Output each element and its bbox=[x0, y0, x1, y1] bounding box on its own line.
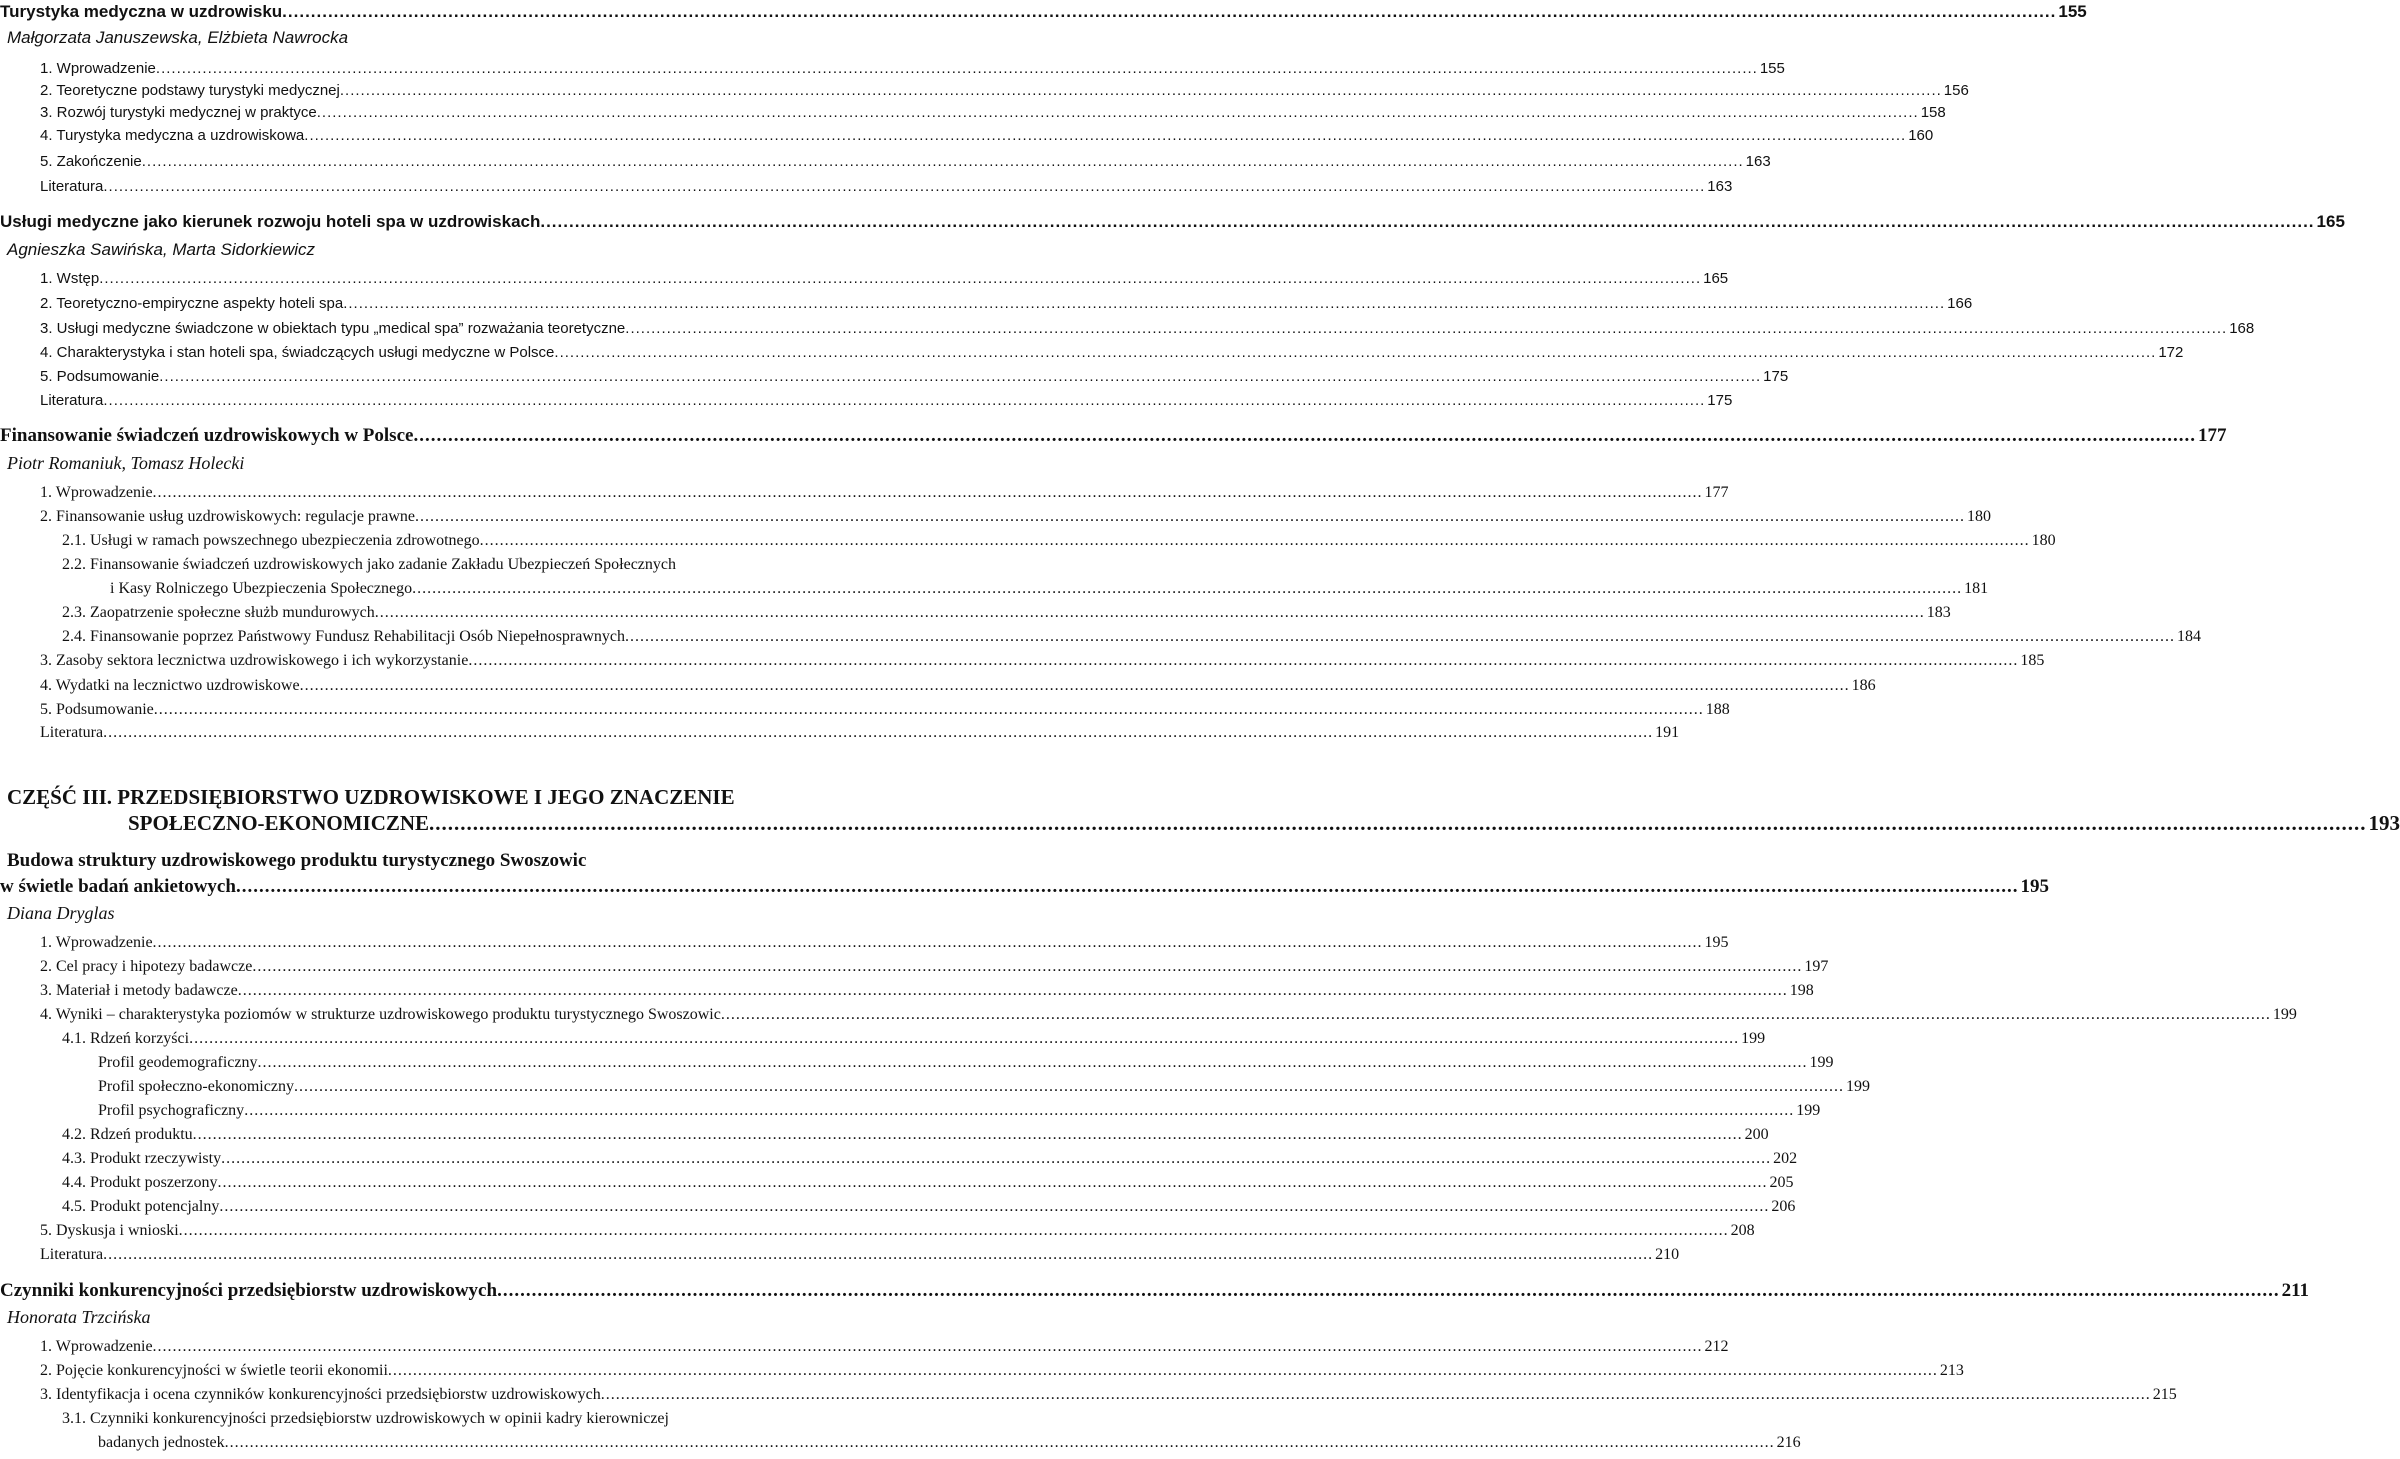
leader-dots bbox=[154, 701, 1704, 719]
entry-label: 5. Podsumowanie bbox=[40, 368, 160, 385]
entry-label-line2: badanych jednostek bbox=[98, 1434, 225, 1451]
page-number: 155 bbox=[1759, 60, 1785, 77]
page-number: 172 bbox=[2158, 344, 2184, 361]
toc-section-title[interactable] bbox=[0, 425, 2227, 447]
page-number: 185 bbox=[2020, 652, 2045, 669]
page-number: 195 bbox=[1704, 934, 1729, 951]
leader-dots bbox=[244, 1102, 1794, 1120]
section-authors: Małgorzata Januszewska, Elżbieta Nawrocka bbox=[7, 28, 349, 47]
entry-label-line2: i Kasy Rolniczego Ubezpieczenia Społecznego bbox=[110, 580, 413, 597]
entry-label: 4.3. Produkt rzeczywisty bbox=[62, 1150, 222, 1167]
leader-dots bbox=[540, 212, 2314, 232]
page-number: 215 bbox=[2152, 1386, 2177, 1403]
leader-dots bbox=[282, 2, 2056, 22]
page-number: 188 bbox=[1705, 701, 1730, 718]
toc-entry[interactable] bbox=[0, 60, 1785, 77]
entry-label: Literatura bbox=[40, 178, 104, 195]
section-title-line1[interactable]: Budowa struktury uzdrowiskowego produktu turystycznego Swoszowic bbox=[7, 850, 587, 871]
toc-entry[interactable] bbox=[0, 104, 1946, 121]
page-number: 216 bbox=[1776, 1434, 1801, 1451]
leader-dots bbox=[238, 982, 1788, 1000]
page-number: 163 bbox=[1707, 178, 1733, 195]
entry-label: 1. Wprowadzenie bbox=[40, 60, 156, 77]
toc-entry[interactable] bbox=[0, 1078, 1870, 1096]
toc-entry[interactable] bbox=[0, 1126, 1769, 1144]
entry-label: 4. Charakterystyka i stan hoteli spa, świadczących usługi medyczne w Polsce bbox=[40, 344, 555, 361]
page-number: 191 bbox=[1655, 724, 1680, 741]
leader-dots bbox=[601, 1386, 2151, 1404]
page-number: 156 bbox=[1943, 82, 1969, 99]
page-number: 208 bbox=[1730, 1222, 1755, 1239]
leader-dots bbox=[625, 320, 2227, 337]
page-number: 199 bbox=[1809, 1054, 1834, 1071]
page-number: 212 bbox=[1704, 1338, 1729, 1355]
leader-dots bbox=[258, 1054, 1808, 1072]
leader-dots bbox=[225, 1434, 1775, 1452]
toc-entry[interactable] bbox=[0, 1198, 1796, 1216]
toc-entry[interactable] bbox=[0, 1246, 1680, 1264]
leader-dots bbox=[497, 1280, 2280, 1302]
toc-entry[interactable] bbox=[0, 532, 2056, 550]
entry-label: 4.4. Produkt poszerzony bbox=[62, 1174, 218, 1191]
leader-dots bbox=[343, 295, 1945, 312]
entry-label-line1[interactable]: 3.1. Czynniki konkurencyjności przedsiębiorstw uzdrowiskowych w opinii kadry kierowniczej bbox=[62, 1410, 669, 1427]
leader-dots bbox=[554, 344, 2156, 361]
leader-dots bbox=[99, 270, 1701, 287]
page-number: 180 bbox=[1967, 508, 1992, 525]
entry-label: Literatura bbox=[40, 1246, 104, 1263]
section-authors: Agnieszka Sawińska, Marta Sidorkiewicz bbox=[7, 240, 316, 259]
toc-entry[interactable] bbox=[0, 484, 1729, 502]
entry-label: 5. Zakończenie bbox=[40, 153, 142, 170]
entry-label: Profil psychograficzny bbox=[98, 1102, 245, 1119]
page-number: 168 bbox=[2229, 320, 2255, 337]
section-authors: Diana Dryglas bbox=[7, 903, 115, 923]
section-authors: Piotr Romaniuk, Tomasz Holecki bbox=[7, 453, 245, 473]
leader-dots bbox=[300, 677, 1850, 695]
toc-entry[interactable] bbox=[0, 652, 2045, 670]
leader-dots bbox=[375, 604, 1925, 622]
page-number: 175 bbox=[1707, 392, 1733, 409]
toc-entry[interactable] bbox=[0, 1362, 1964, 1380]
toc-entry[interactable] bbox=[0, 508, 1992, 526]
page-number: 195 bbox=[2020, 876, 2049, 897]
leader-dots bbox=[103, 392, 1705, 409]
toc-entry[interactable] bbox=[0, 934, 1729, 952]
leader-dots bbox=[156, 60, 1758, 77]
toc-entry[interactable] bbox=[0, 178, 1733, 195]
entry-label: 1. Wprowadzenie bbox=[40, 934, 153, 951]
page-number: 198 bbox=[1789, 982, 1814, 999]
page-number: 158 bbox=[1920, 104, 1946, 121]
entry-label: 2.4. Finansowanie poprzez Państwowy Fundusz Rehabilitacji Osób Niepełnosprawnych bbox=[62, 628, 626, 645]
toc-entry[interactable] bbox=[0, 320, 2255, 337]
toc-entry[interactable] bbox=[0, 1006, 2297, 1024]
toc-entry[interactable] bbox=[0, 580, 1989, 598]
page-number: 177 bbox=[1704, 484, 1729, 501]
leader-dots bbox=[218, 1174, 1768, 1192]
leader-dots bbox=[193, 1126, 1743, 1144]
toc-entry[interactable] bbox=[0, 295, 1973, 312]
toc-entry[interactable] bbox=[0, 368, 1789, 385]
page-number: 199 bbox=[1796, 1102, 1821, 1119]
page-number: 211 bbox=[2281, 1280, 2310, 1301]
leader-dots bbox=[412, 580, 1962, 598]
entry-label: 4. Wydatki na lecznictwo uzdrowiskowe bbox=[40, 677, 300, 694]
entry-label: 2. Cel pracy i hipotezy badawcze bbox=[40, 958, 253, 975]
toc-section-title[interactable] bbox=[0, 212, 2345, 232]
entry-label: 3. Rozwój turystyki medycznej w praktyce bbox=[40, 104, 317, 121]
toc-entry[interactable] bbox=[0, 1434, 1801, 1452]
toc-entry[interactable] bbox=[0, 1386, 2177, 1404]
entry-label: 4. Turystyka medyczna a uzdrowiskowa bbox=[40, 127, 305, 144]
leader-dots bbox=[415, 508, 1965, 526]
toc-entry[interactable] bbox=[0, 958, 1829, 976]
leader-dots bbox=[317, 104, 1919, 121]
entry-label: Profil społeczno-ekonomiczny bbox=[98, 1078, 294, 1095]
page-number: 200 bbox=[1744, 1126, 1769, 1143]
toc-entry[interactable] bbox=[0, 677, 1876, 695]
part-title-line2: SPOŁECZNO-EKONOMICZNE bbox=[128, 811, 430, 835]
entry-label: 2. Teoretyczne podstawy turystyki medycznej bbox=[40, 82, 340, 99]
page-number: 166 bbox=[1947, 295, 1973, 312]
entry-label: 1. Wprowadzenie bbox=[40, 484, 153, 501]
entry-label: 4.1. Rdzeń korzyści bbox=[62, 1030, 190, 1047]
page-number: 180 bbox=[2031, 532, 2056, 549]
leader-dots bbox=[388, 1362, 1938, 1380]
entry-label: 3. Usługi medyczne świadczone w obiektach typu „medical spa” rozważania teoretyczne bbox=[40, 320, 626, 337]
leader-dots bbox=[219, 1198, 1769, 1216]
entry-label: 1. Wprowadzenie bbox=[40, 1338, 153, 1355]
page-number: 183 bbox=[1926, 604, 1951, 621]
toc-section-title[interactable] bbox=[0, 1280, 2310, 1302]
page-number: 175 bbox=[1763, 368, 1789, 385]
entry-label: 3. Zasoby sektora lecznictwa uzdrowiskowego i ich wykorzystanie bbox=[40, 652, 469, 669]
entry-label: Literatura bbox=[40, 392, 104, 409]
leader-dots bbox=[480, 532, 2030, 550]
section-title: Czynniki konkurencyjności przedsiębiorstw uzdrowiskowych bbox=[0, 1280, 498, 1301]
page-number: 184 bbox=[2177, 628, 2202, 645]
leader-dots bbox=[429, 811, 2367, 836]
toc-entry[interactable] bbox=[0, 392, 1733, 409]
entry-label: 4.2. Rdzeń produktu bbox=[62, 1126, 193, 1143]
leader-dots bbox=[468, 652, 2018, 670]
leader-dots bbox=[221, 1150, 1771, 1168]
leader-dots bbox=[413, 425, 2196, 447]
entry-label: 4. Wyniki – charakterystyka poziomów w strukturze uzdrowiskowego produktu turystycznego Swoszowic bbox=[40, 1006, 721, 1023]
page-number: 177 bbox=[2197, 425, 2227, 446]
page-number: 193 bbox=[2368, 811, 2400, 835]
leader-dots bbox=[153, 934, 1703, 952]
page-number: 205 bbox=[1769, 1174, 1794, 1191]
leader-dots bbox=[340, 82, 1942, 99]
toc-entry[interactable] bbox=[0, 724, 1680, 742]
page-number: 206 bbox=[1771, 1198, 1796, 1215]
entry-label: 1. Wstęp bbox=[40, 270, 100, 287]
section-title-line2: w świetle badań ankietowych bbox=[0, 876, 236, 897]
page-number: 210 bbox=[1655, 1246, 1680, 1263]
entry-label: Profil geodemograficzny bbox=[98, 1054, 258, 1071]
leader-dots bbox=[103, 178, 1705, 195]
page-number: 197 bbox=[1804, 958, 1829, 975]
leader-dots bbox=[159, 368, 1761, 385]
entry-label: 4.5. Produkt potencjalny bbox=[62, 1198, 220, 1215]
leader-dots bbox=[103, 1246, 1653, 1264]
entry-label: 5. Podsumowanie bbox=[40, 701, 154, 718]
leader-dots bbox=[142, 153, 1744, 170]
toc-entry[interactable] bbox=[0, 604, 1951, 622]
section-authors: Honorata Trzcińska bbox=[7, 1307, 151, 1327]
entry-label: 2. Finansowanie usług uzdrowiskowych: regulacje prawne bbox=[40, 508, 416, 525]
leader-dots bbox=[236, 876, 2019, 898]
toc-entry[interactable] bbox=[0, 1338, 1729, 1356]
section-title: Finansowanie świadczeń uzdrowiskowych w Polsce bbox=[0, 425, 414, 446]
leader-dots bbox=[153, 484, 1703, 502]
toc-section-title[interactable] bbox=[0, 876, 2049, 898]
leader-dots bbox=[189, 1030, 1739, 1048]
page-number: 155 bbox=[2058, 2, 2087, 21]
page-number: 165 bbox=[2316, 212, 2345, 231]
entry-label: 2.3. Zaopatrzenie społeczne służb mundurowych bbox=[62, 604, 375, 621]
leader-dots bbox=[294, 1078, 1844, 1096]
toc-entry[interactable] bbox=[0, 344, 2184, 361]
toc-entry[interactable] bbox=[0, 701, 1730, 719]
toc-entry[interactable] bbox=[0, 1150, 1798, 1168]
leader-dots bbox=[625, 628, 2175, 646]
toc-section-title[interactable] bbox=[0, 2, 2087, 22]
page-number: 213 bbox=[1939, 1362, 1964, 1379]
page-number: 186 bbox=[1851, 677, 1876, 694]
page-number: 199 bbox=[1845, 1078, 1870, 1095]
page-number: 199 bbox=[1741, 1030, 1766, 1047]
toc-entry[interactable] bbox=[0, 82, 1969, 99]
page-number: 202 bbox=[1773, 1150, 1798, 1167]
page-number: 165 bbox=[1703, 270, 1729, 287]
toc-entry[interactable] bbox=[0, 270, 1729, 287]
toc-entry[interactable] bbox=[0, 1222, 1755, 1240]
leader-dots bbox=[721, 1006, 2271, 1024]
entry-label: 2. Teoretyczno-empiryczne aspekty hoteli spa bbox=[40, 295, 344, 312]
part-title-line1: CZĘŚĆ III. PRZEDSIĘBIORSTWO UZDROWISKOWE I JEGO ZNACZENIE bbox=[7, 785, 735, 809]
page-number: 181 bbox=[1964, 580, 1989, 597]
section-title: Turystyka medyczna w uzdrowisku bbox=[0, 2, 283, 21]
toc-entry[interactable] bbox=[0, 628, 2202, 646]
page-number: 163 bbox=[1745, 153, 1771, 170]
leader-dots bbox=[153, 1338, 1703, 1356]
toc-entry[interactable] bbox=[0, 127, 1934, 144]
toc-entry[interactable] bbox=[0, 982, 1814, 1000]
toc-entry[interactable] bbox=[0, 153, 1771, 170]
page-number: 160 bbox=[1908, 127, 1934, 144]
leader-dots bbox=[103, 724, 1653, 742]
entry-label: 3. Identyfikacja i ocena czynników konkurencyjności przedsiębiorstw uzdrowiskowych bbox=[40, 1386, 601, 1403]
leader-dots bbox=[179, 1222, 1729, 1240]
toc-entry[interactable] bbox=[0, 1102, 1821, 1120]
entry-label: 2.1. Usługi w ramach powszechnego ubezpieczenia zdrowotnego bbox=[62, 532, 480, 549]
entry-label: 3. Materiał i metody badawcze bbox=[40, 982, 238, 999]
entry-label: 2. Pojęcie konkurencyjności w świetle teorii ekonomii bbox=[40, 1362, 388, 1379]
page-number: 199 bbox=[2272, 1006, 2297, 1023]
toc-entry[interactable] bbox=[0, 1054, 1834, 1072]
entry-label: Literatura bbox=[40, 724, 104, 741]
toc-part-title[interactable] bbox=[0, 811, 2400, 836]
entry-label-line1[interactable]: 2.2. Finansowanie świadczeń uzdrowiskowych jako zadanie Zakładu Ubezpieczeń Społecznych bbox=[62, 556, 676, 573]
leader-dots bbox=[252, 958, 1802, 976]
leader-dots bbox=[304, 127, 1906, 144]
toc-entry[interactable] bbox=[0, 1174, 1794, 1192]
toc-entry[interactable] bbox=[0, 1030, 1766, 1048]
entry-label: 5. Dyskusja i wnioski bbox=[40, 1222, 179, 1239]
section-title: Usługi medyczne jako kierunek rozwoju hoteli spa w uzdrowiskach bbox=[0, 212, 541, 231]
